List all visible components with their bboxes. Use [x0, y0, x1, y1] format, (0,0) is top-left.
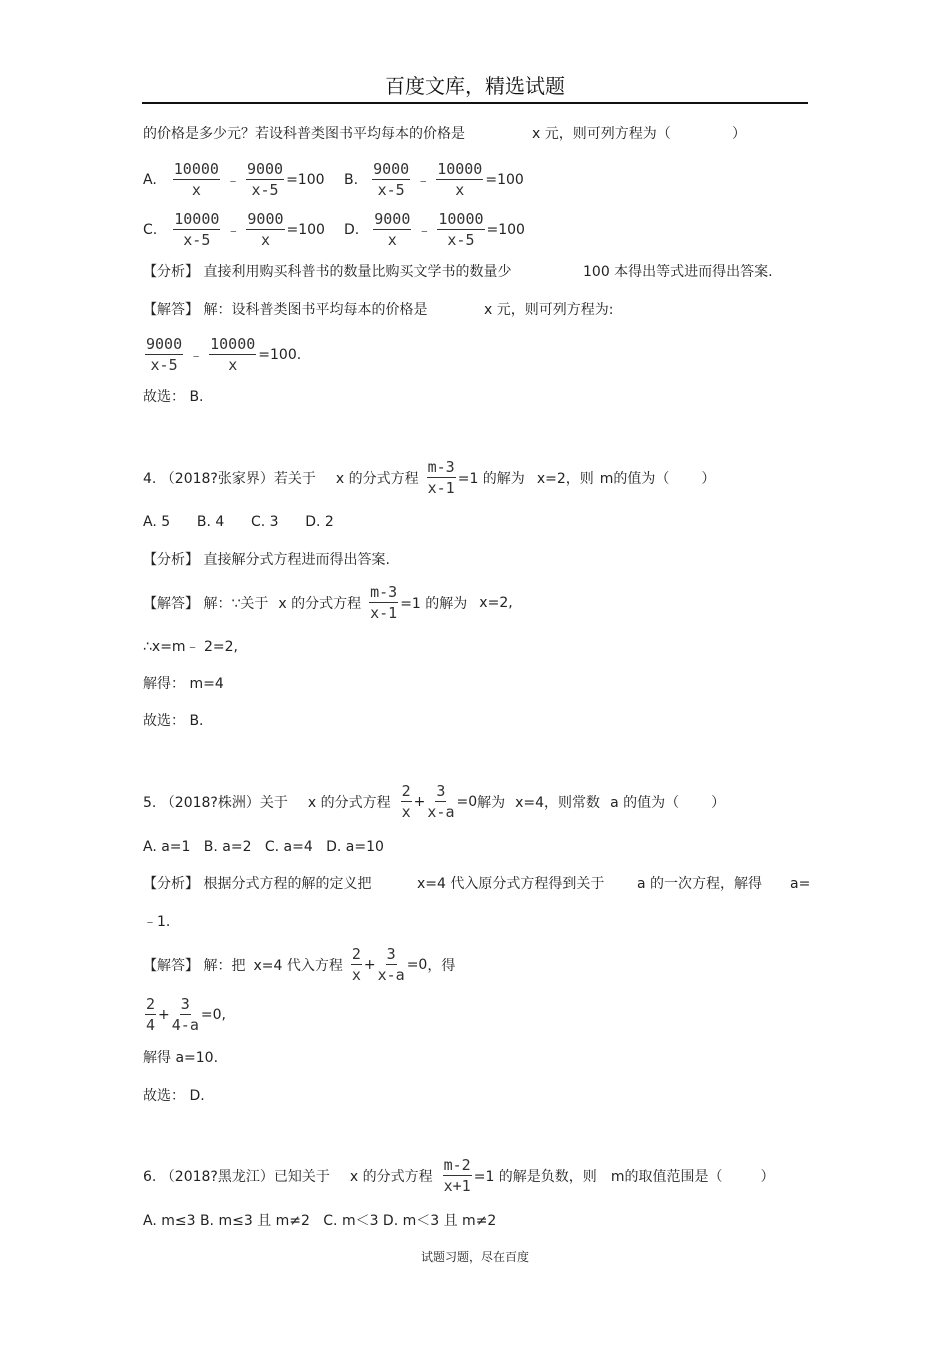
denominator: x-5	[150, 356, 178, 374]
q5-analysis-c: a 的一次方程，解得	[637, 876, 763, 892]
numerator: m-3	[370, 583, 398, 601]
q5-stem-e: a 的值为（	[610, 794, 680, 811]
numerator: m-3	[427, 458, 455, 476]
numerator: 9000	[146, 335, 183, 353]
fraction	[427, 458, 456, 497]
q5-solution-a: 【解答】 解：把	[143, 957, 246, 974]
q4-solution	[143, 583, 513, 622]
option-tail: =100	[485, 171, 524, 188]
numerator: 10000	[173, 160, 219, 178]
q5-stem-f: ）	[711, 794, 726, 811]
q5-solution-b: x=4 代入方程	[253, 957, 343, 974]
denominator: 4	[146, 1016, 156, 1034]
q5-analysis-a: 【分析】 根据分式方程的解的定义把	[143, 876, 372, 892]
page-header-title: 百度文库，精选试题	[385, 74, 565, 98]
option-tail: =100	[486, 221, 525, 238]
denominator: x-5	[251, 181, 279, 199]
fraction	[373, 210, 411, 249]
q3-analysis-a: 【分析】 直接利用购买科普书的数量比购买文学书的数量少	[143, 264, 512, 280]
plus-sign: +	[413, 793, 426, 810]
numerator: 9000	[374, 210, 411, 228]
numerator: 2	[146, 995, 156, 1013]
fraction	[427, 782, 454, 821]
equation-tail: =100.	[258, 346, 302, 363]
q4-stem-e: m的值为（	[599, 470, 670, 487]
denominator: x-5	[447, 231, 475, 249]
numerator: 10000	[437, 160, 483, 178]
q3-option-b	[344, 160, 524, 199]
fraction	[401, 782, 412, 821]
q4-answer: 故选： B.	[143, 713, 204, 729]
numerator: 3	[436, 782, 446, 800]
q3-stem-b: x 元，则可列方程为（	[532, 126, 671, 142]
q3-analysis-b: 100 本得出等式进而得出答案.	[583, 264, 773, 280]
q5-answer: 故选： D.	[143, 1088, 205, 1104]
q5-step: 解得 a=10.	[143, 1050, 219, 1066]
numerator: 2	[401, 782, 411, 800]
plus-sign: +	[158, 1006, 170, 1023]
q3-answer: 故选： B.	[143, 389, 204, 405]
q4-solution-d: x=2,	[479, 594, 513, 611]
minus-sign: ﹣	[189, 347, 204, 364]
minus-sign: ﹣	[226, 222, 241, 239]
q4-analysis: 【分析】 直接解分式方程进而得出答案.	[143, 552, 390, 568]
fraction	[173, 210, 220, 249]
q3-solution-a: 【解答】 解：设科普类图书平均每本的价格是	[143, 302, 428, 318]
q6-stem-d: m的取值范围是（	[610, 1168, 723, 1185]
q6-stem-a: 6. （2018?黑龙江）已知关于	[143, 1168, 330, 1185]
fraction	[351, 945, 362, 984]
q3-option-a	[143, 160, 325, 199]
fraction	[378, 945, 405, 984]
q5-stem-d: x=4，则常数	[515, 794, 601, 811]
q5-analysis-e: ﹣1.	[143, 914, 171, 930]
denominator: x	[401, 803, 411, 821]
fraction	[443, 1156, 472, 1195]
q3-option-c	[143, 210, 325, 249]
fraction	[436, 160, 483, 199]
equals-zero: =0	[406, 956, 428, 973]
option-tail: =100	[286, 221, 325, 238]
substitution-tail: =0,	[200, 1006, 226, 1023]
numerator: 10000	[210, 335, 256, 353]
q6-stem-e: ）	[760, 1168, 775, 1185]
denominator: x	[191, 181, 201, 199]
q5-stem-a: 5. （2018?株洲）关于	[143, 794, 288, 811]
fraction	[172, 995, 199, 1034]
numerator: 2	[351, 945, 361, 963]
q4-step-1: ∴x=m﹣ 2=2,	[143, 639, 239, 655]
q4-stem-d: x=2，则	[536, 470, 594, 487]
q3-option-c-label: C.	[143, 221, 158, 238]
minus-sign: ﹣	[417, 222, 432, 239]
denominator: x-a	[427, 803, 455, 821]
plus-sign: +	[363, 956, 376, 973]
q4-solution-c: =1 的解为	[400, 595, 468, 612]
minus-sign: ﹣	[225, 172, 240, 189]
fraction	[246, 160, 284, 199]
denominator: x	[228, 356, 238, 374]
q4-stem	[143, 458, 715, 497]
q4-step-2: 解得： m=4	[143, 676, 224, 692]
fraction	[437, 210, 484, 249]
numerator: 10000	[438, 210, 484, 228]
q5-analysis-b: x=4 代入原分式方程得到关于	[417, 876, 605, 892]
denominator: 4-a	[171, 1016, 199, 1034]
denominator: x-1	[427, 479, 455, 497]
equals-zero: =0	[456, 793, 478, 810]
denominator: x-1	[370, 604, 398, 622]
denominator: x	[387, 231, 397, 249]
fraction	[145, 995, 156, 1034]
fraction	[145, 335, 183, 374]
q4-stem-f: ）	[701, 470, 716, 487]
numerator: 9000	[373, 160, 410, 178]
q4-stem-b: x 的分式方程	[335, 470, 419, 487]
fraction	[369, 583, 398, 622]
q3-stem-a: 的价格是多少元？若设科普类图书平均每本的价格是	[143, 126, 465, 142]
option-tail: =100	[286, 171, 325, 188]
numerator: 3	[180, 995, 190, 1013]
q6-stem-b: x 的分式方程	[349, 1168, 433, 1185]
q3-solution-b: x 元，则可列方程为:	[484, 302, 614, 318]
q5-options: A. a=1 B. a=2 C. a=4 D. a=10	[143, 839, 384, 855]
q3-option-b-label: B.	[344, 171, 359, 188]
numerator: m-2	[443, 1156, 471, 1174]
denominator: x	[455, 181, 465, 199]
q6-stem-c: =1 的解是负数，则	[473, 1168, 597, 1185]
numerator: 9000	[247, 210, 284, 228]
q4-solution-a: 【解答】 解：∵关于	[143, 595, 269, 612]
q6-stem	[143, 1156, 774, 1195]
denominator: x-5	[183, 231, 211, 249]
q4-solution-b: x 的分式方程	[278, 595, 362, 612]
q5-stem-b: x 的分式方程	[307, 794, 391, 811]
fraction	[173, 160, 220, 199]
q3-equation	[143, 335, 301, 374]
numerator: 10000	[174, 210, 220, 228]
q4-options: A. 5 B. 4 C. 3 D. 2	[143, 514, 334, 530]
fraction	[209, 335, 256, 374]
header-rule	[142, 102, 808, 104]
q5-stem	[143, 782, 725, 821]
q5-solution-c: ，得	[427, 957, 456, 974]
denominator: x	[260, 231, 270, 249]
numerator: 9000	[246, 160, 284, 178]
q6-options: A. m≤3 B. m≤3 且 m≠2 C. m＜3 D. m＜3 且 m≠2	[143, 1213, 497, 1229]
q3-option-a-label: A.	[143, 171, 157, 188]
q4-stem-a: 4. （2018?张家界）若关于	[143, 470, 316, 487]
denominator: x	[351, 966, 361, 984]
fraction	[372, 160, 410, 199]
denominator: x+1	[443, 1177, 471, 1195]
q5-stem-c: 解为	[477, 794, 506, 811]
minus-sign: ﹣	[416, 172, 431, 189]
q5-analysis-d: a=	[790, 876, 811, 892]
q5-solution	[143, 945, 455, 984]
q3-option-d-label: D.	[344, 221, 360, 238]
denominator: x-a	[377, 966, 405, 984]
numerator: 3	[386, 945, 396, 963]
q4-stem-c: =1 的解为	[457, 470, 525, 487]
q3-stem-c: ）	[732, 126, 746, 142]
q5-substitution	[143, 995, 226, 1034]
page-footer: 试题习题，尽在百度	[420, 1250, 529, 1264]
q3-option-d	[344, 210, 525, 249]
fraction	[246, 210, 284, 249]
denominator: x-5	[377, 181, 405, 199]
